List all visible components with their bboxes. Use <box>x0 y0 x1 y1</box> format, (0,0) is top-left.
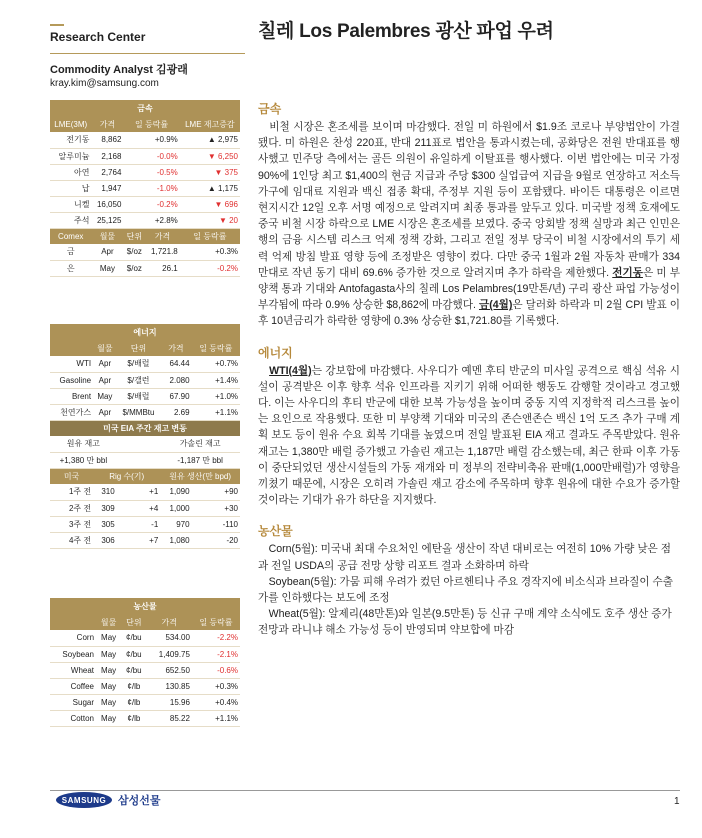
metal-name: 납 <box>50 180 91 196</box>
ag-change: +0.4% <box>192 694 240 710</box>
energy-price: 2.080 <box>160 372 191 388</box>
eia-crude-header: 원유 재고 <box>50 436 117 452</box>
col-header: 단위 <box>117 340 161 356</box>
ag-band: 농산물 <box>50 598 240 614</box>
comex-month: May <box>91 260 123 276</box>
ag-price: 85.22 <box>147 710 192 726</box>
ag-section-title: 농산물 <box>258 524 293 539</box>
page-title: 칠레 Los Palembres 광산 파업 우려 <box>258 21 554 42</box>
table-row <box>50 710 240 726</box>
ag-price: 1,409.75 <box>147 646 192 662</box>
metal-name: 전기동 <box>50 132 91 148</box>
comex-header: 단위 <box>123 228 145 244</box>
metals-band: 금속 <box>50 100 240 116</box>
energy-name: WTI <box>50 356 93 372</box>
ag-price: 652.50 <box>147 662 192 678</box>
table-row <box>50 662 240 678</box>
comex-unit: $/oz <box>123 260 145 276</box>
ag-month: May <box>96 646 121 662</box>
metal-price: 8,862 <box>91 132 123 148</box>
oil-production-change: +90 <box>192 484 240 500</box>
table-row <box>50 516 240 532</box>
ag-corn-line: Corn(5월): 미국내 최대 수요처인 에탄올 생산이 작년 대비로는 여전히 10% 가량 낮은 점과 전일 USDA의 공급 전망 상향 리포트 결과 소화하며 하락 <box>258 543 671 572</box>
metal-name: 아연 <box>50 164 91 180</box>
ag-name: Coffee <box>50 678 96 694</box>
col-header: 단위 <box>121 614 146 630</box>
col-header: 가격 <box>147 614 192 630</box>
table-row <box>50 212 240 228</box>
oil-production: 1,090 <box>160 484 191 500</box>
metal-change: -0.0% <box>123 148 179 164</box>
eia-crude-value: +1,380 만 bbl <box>50 452 117 468</box>
energy-unit: $/배럴 <box>117 388 161 404</box>
oil-production-change: +30 <box>192 500 240 516</box>
table-row <box>50 646 240 662</box>
energy-month: Apr <box>93 404 117 420</box>
ag-name: Soybean <box>50 646 96 662</box>
energy-band: 에너지 <box>50 324 240 340</box>
ag-price: 130.85 <box>147 678 192 694</box>
col-header: 일 등락률 <box>123 116 179 132</box>
company-name: 삼성선물 <box>118 795 161 807</box>
metal-stock: ▲ 1,175 <box>180 180 240 196</box>
ag-price: 534.00 <box>147 630 192 646</box>
ag-unit: ¢/lb <box>121 678 146 694</box>
ag-price: 15.96 <box>147 694 192 710</box>
rig-week: 4주 전 <box>50 532 93 548</box>
ag-unit: ¢/bu <box>121 630 146 646</box>
main-content <box>258 100 680 639</box>
oil-production: 970 <box>160 516 191 532</box>
comex-price: 26.1 <box>145 260 179 276</box>
table-row <box>50 532 240 548</box>
metal-change: -1.0% <box>123 180 179 196</box>
energy-month: Apr <box>93 356 117 372</box>
table-row <box>50 244 240 260</box>
eia-gasoline-value: -1,187 만 bbl <box>160 452 240 468</box>
table-row <box>50 500 240 516</box>
eia-band: 미국 EIA 주간 재고 변동 <box>50 420 240 436</box>
table-row <box>50 148 240 164</box>
ag-unit: ¢/lb <box>121 710 146 726</box>
metal-stock: ▼ 6,250 <box>180 148 240 164</box>
analyst-email[interactable]: kray.kim@samsung.com <box>50 78 159 89</box>
energy-unit: $/갤런 <box>117 372 161 388</box>
table-row <box>50 694 240 710</box>
energy-price: 64.44 <box>160 356 191 372</box>
metals-text-1: 비철 시장은 혼조세를 보이며 마감했다. 전일 미 하원에서 $1.9조 코로나 부양법안이 가결됐다. 미 하원은 찬성 220표, 반대 211표로 법안을 통과시켰는데, 공화당은 전원 반대표를 행사했고 민주당 측에서는 골든 의원이 유일하게 이탈표를 행사했다. 이번 법안에는 미국 가정 90%에 1인당 최고 $1,400의 현금 지급과 주당 $300 실업급여 지급을 9월로 연장하고 저소득 가구에 임대료 지원과 백신 접종 확대, 주정부 지원 등이 포함됐다. 바이든 대통령은 이르면 현지시간 12일 오후 서명 예정으로 알려지며 최종 통과를 앞두고 있다. 미국발 정책 호재에도 중국 비철 시장 하락으로 LME 시장은 혼조세를 보였다. 중국 앙회발 정책 실망과 최근 인민은행의 금융 시스템 리스크 억제 정책 강화, 그리고 전일 정부 당국이 비철 시장에서의 투기 세력 억제 방침 발표 영향 등에 조정받은 영향이 컸다. 다만 중국 1월과 2월 자동차 판매가 334만대로 작년 동기 대비 69.6% 증가한 것으로 알려지며 추가 하락을 제한했다. <box>258 121 680 279</box>
ag-name: Corn <box>50 630 96 646</box>
metal-stock: ▼ 696 <box>180 196 240 212</box>
energy-name: Gasoline <box>50 372 93 388</box>
metal-price: 16,050 <box>91 196 123 212</box>
metal-stock: ▼ 20 <box>180 212 240 228</box>
ag-unit: ¢/lb <box>121 694 146 710</box>
ag-change: -2.2% <box>192 630 240 646</box>
table-row <box>50 260 240 276</box>
copper-highlight: 전기동 <box>612 266 643 279</box>
table-row <box>50 404 240 420</box>
rig-count: 309 <box>93 500 117 516</box>
page-number: 1 <box>674 796 680 807</box>
energy-change: +0.7% <box>192 356 240 372</box>
comex-header: 월물 <box>91 228 123 244</box>
table-row <box>50 164 240 180</box>
col-header: 가격 <box>160 340 191 356</box>
comex-header: Comex <box>50 228 91 244</box>
comex-header: 가격 <box>145 228 179 244</box>
table-row <box>50 356 240 372</box>
table-row <box>50 180 240 196</box>
analyst-name: Commodity Analyst 김광래 <box>50 64 188 76</box>
metal-price: 2,168 <box>91 148 123 164</box>
energy-price: 2.69 <box>160 404 191 420</box>
table-row <box>50 372 240 388</box>
metals-text-2: 은 미 부양책 통과 기대와 Antofagasta사의 칠레 Los Pelambres(19만톤/년) 구리 광산 파업 가능성이 부각됨에 따라 0.9% 상승한 $8,862에 마감했다. <box>258 266 680 312</box>
ag-change: -2.1% <box>192 646 240 662</box>
metal-change: -0.2% <box>123 196 179 212</box>
metal-stock: ▼ 375 <box>180 164 240 180</box>
energy-table <box>50 324 240 549</box>
metals-section-title: 금속 <box>258 102 282 116</box>
metals-paragraph <box>258 119 680 330</box>
ag-month: May <box>96 678 121 694</box>
energy-change: +1.4% <box>192 372 240 388</box>
col-header: 일 등락률 <box>192 340 240 356</box>
oil-production-change: -110 <box>192 516 240 532</box>
col-header: LME(3M) <box>50 116 91 132</box>
rig-week: 2주 전 <box>50 500 93 516</box>
samsung-logo-mark: SAMSUNG <box>56 792 112 808</box>
oil-production: 1,000 <box>160 500 191 516</box>
energy-change: +1.1% <box>192 404 240 420</box>
eia-gasoline-header: 가솔린 재고 <box>160 436 240 452</box>
metal-change: -0.5% <box>123 164 179 180</box>
rig-week: 3주 전 <box>50 516 93 532</box>
col-header: 월물 <box>96 614 121 630</box>
comex-unit: $/oz <box>123 244 145 260</box>
energy-price: 67.90 <box>160 388 191 404</box>
oil-production-change: -20 <box>192 532 240 548</box>
comex-month: Apr <box>91 244 123 260</box>
company-logo <box>56 792 161 808</box>
col-header: LME 재고증감 <box>180 116 240 132</box>
rig-change: +7 <box>117 532 161 548</box>
ag-wheat-line: Wheat(5월): 알제리(48만톤)와 일본(9.5만톤) 등 신규 구매 계약 소식에도 호주 생산 증가 전망과 라니냐 해소 가능성 등이 반영되며 약보합에 마감 <box>258 608 672 637</box>
energy-month: May <box>93 388 117 404</box>
comex-name: 은 <box>50 260 91 276</box>
rig-week: 1주 전 <box>50 484 93 500</box>
metals-table <box>50 100 240 277</box>
ag-unit: ¢/bu <box>121 662 146 678</box>
table-row <box>50 196 240 212</box>
col-header: 월물 <box>93 340 117 356</box>
metal-name: 알루미늄 <box>50 148 91 164</box>
col-header <box>50 340 93 356</box>
metal-price: 25,125 <box>91 212 123 228</box>
comex-price: 1,721.8 <box>145 244 179 260</box>
energy-unit: $/배럴 <box>117 356 161 372</box>
metal-change: +2.8% <box>123 212 179 228</box>
metal-price: 2,764 <box>91 164 123 180</box>
metal-name: 주석 <box>50 212 91 228</box>
energy-month: Apr <box>93 372 117 388</box>
energy-paragraph <box>258 363 680 509</box>
ag-change: +0.3% <box>192 678 240 694</box>
rig-change: +4 <box>117 500 161 516</box>
oil-production: 1,080 <box>160 532 191 548</box>
table-row <box>50 388 240 404</box>
ag-change: -0.6% <box>192 662 240 678</box>
energy-name: 천연가스 <box>50 404 93 420</box>
ag-soybean-line: Soybean(5월): 가뭄 피해 우려가 컸던 아르헨티나 주요 경작지에 비소식과 브라질이 수출가를 인하했다는 보도에 조정 <box>258 575 673 605</box>
footer-divider <box>50 790 680 791</box>
comex-header: 일 등락률 <box>180 228 240 244</box>
energy-section-title: 에너지 <box>258 345 293 360</box>
comex-change: -0.2% <box>180 260 240 276</box>
ag-month: May <box>96 710 121 726</box>
col-header: 일 등락률 <box>192 614 240 630</box>
rig-header: 원유 생산(만 bpd) <box>160 468 240 484</box>
energy-text: 는 강보합에 마감했다. 사우디가 예멘 후티 반군의 미사일 공격으로 핵심 석유 시설이 공격받은 이후 향후 석유 인프라를 지키기 위해 어떠한 행동도 감행할 것이라고 경고했다. 이는 사우디의 후티 반군에 대한 보복 가능성을 높이며 중동 지역 지정학적 리스크를 높이는 요인으로 작용했다. 또한 미 부양책 기대와 미국의 존슨앤존슨 백신 1억 도즈 추가 구매 계획 보도 등이 원유 수요 회복 기대를 높였으며 전일 발표된 EIA 재고 결과도 주목받았다. 원유 재고는 1,380만 배럴 증가했고 가솔린 재고는 1,187만 배럴 감소했는데, 최근 한파 이후 가동이 중단되었던 생산시설들의 가동 재개와 미 정부의 전략비축유 판매(1,000만배럴)가 영향을 끼쳤기 때문에, 시장은 오히려 가솔린 재고 감소에 주목하며 향후 원유에 대한 수요가 증가할 것이라는 기대가 유가 하단을 지지했다. <box>258 364 680 507</box>
ag-name: Cotton <box>50 710 96 726</box>
ag-month: May <box>96 630 121 646</box>
energy-unit: $/MMBtu <box>117 404 161 420</box>
metal-name: 니켈 <box>50 196 91 212</box>
header-divider <box>50 53 245 54</box>
ag-name: Wheat <box>50 662 96 678</box>
rig-change: +1 <box>117 484 161 500</box>
rig-count: 305 <box>93 516 117 532</box>
rig-count: 306 <box>93 532 117 548</box>
table-row <box>50 484 240 500</box>
energy-change: +1.0% <box>192 388 240 404</box>
metals-text-3: 은 달러화 하락과 미 2월 CPI 발표 이후 10년금리가 하락한 영향에 0.3% 상승한 $1,721.80를 기록했다. <box>258 299 680 328</box>
col-header: 가격 <box>91 116 123 132</box>
metal-price: 1,947 <box>91 180 123 196</box>
metal-change: +0.9% <box>123 132 179 148</box>
comex-change: +0.3% <box>180 244 240 260</box>
comex-name: 금 <box>50 244 91 260</box>
wti-highlight: WTI(4월) <box>269 364 312 377</box>
rig-header: 미국 <box>50 468 93 484</box>
ag-month: May <box>96 662 121 678</box>
gold-highlight: 금(4월) <box>478 299 513 312</box>
ag-change: +1.1% <box>192 710 240 726</box>
header-left <box>50 30 250 89</box>
rig-change: -1 <box>117 516 161 532</box>
table-row <box>50 630 240 646</box>
energy-name: Brent <box>50 388 93 404</box>
rig-header: Rig 수(기) <box>93 468 160 484</box>
ag-name: Sugar <box>50 694 96 710</box>
research-center: Research Center <box>50 30 146 44</box>
ag-unit: ¢/bu <box>121 646 146 662</box>
agriculture-table <box>50 598 240 727</box>
metal-stock: ▲ 2,975 <box>180 132 240 148</box>
top-accent-bar <box>50 24 64 26</box>
ag-month: May <box>96 694 121 710</box>
table-row <box>50 132 240 148</box>
col-header <box>50 614 96 630</box>
rig-count: 310 <box>93 484 117 500</box>
table-row <box>50 678 240 694</box>
